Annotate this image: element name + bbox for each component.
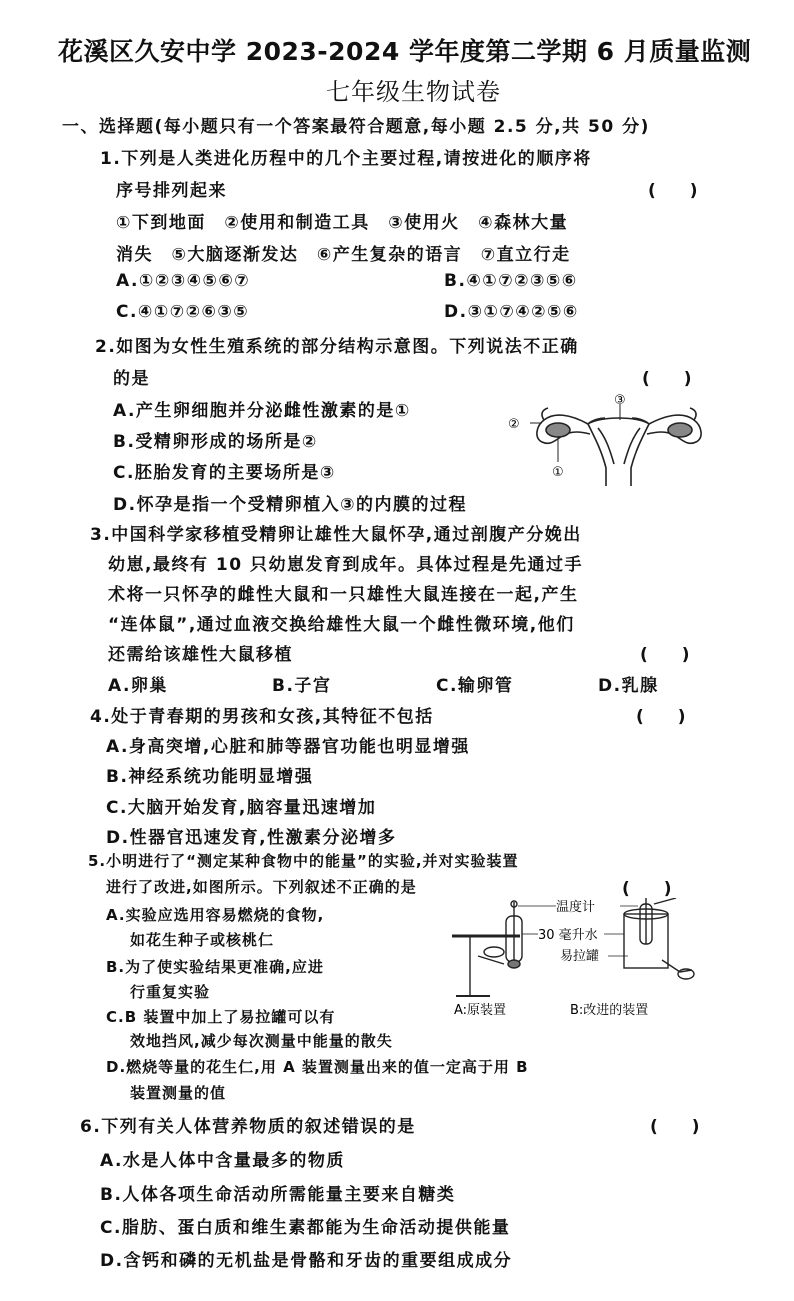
q4-option-d: D.性器官迅速发育,性激素分泌增多 xyxy=(106,828,397,848)
q3-option-a: A.卵巢 xyxy=(108,676,168,696)
caption-a: A:原装置 xyxy=(454,1003,507,1018)
q5-option-b-line2: 行重复实验 xyxy=(130,983,211,1001)
q1-answer-blank[interactable]: ( ) xyxy=(648,181,698,201)
q6-option-a: A.水是人体中含量最多的物质 xyxy=(100,1151,345,1171)
q6-option-d: D.含钙和磷的无机盐是骨骼和牙齿的重要组成成分 xyxy=(100,1251,513,1271)
q3-option-d: D.乳腺 xyxy=(598,676,659,696)
reproductive-system-figure xyxy=(500,390,720,490)
q3-stem-line3: 术将一只怀孕的雌性大鼠和一只雄性大鼠连接在一起,产生 xyxy=(108,585,579,605)
label-thermometer: 温度计 xyxy=(556,900,596,915)
q5-option-d-line1: D.燃烧等量的花生仁,用 A 装置测量出来的值一定高于用 B xyxy=(106,1058,529,1076)
q1-option-c: C.④①⑦②⑥③⑤ xyxy=(116,302,250,322)
fig-label-3: ③ xyxy=(614,393,626,408)
q1-items-line2: 消失 ⑤大脑逐渐发达 ⑥产生复杂的语言 ⑦直立行走 xyxy=(116,245,571,265)
fig-label-1: ① xyxy=(552,465,564,480)
q2-stem-line2: 的是 xyxy=(113,369,150,389)
q3-stem-line5: 还需给该雄性大鼠移植 xyxy=(108,645,293,665)
q4-option-a: A.身高突增,心脏和肺等器官功能也明显增强 xyxy=(106,737,470,757)
q1-stem-line1: 1.下列是人类进化历程中的几个主要过程,请按进化的顺序将 xyxy=(100,149,592,169)
q4-option-c: C.大脑开始发育,脑容量迅速增加 xyxy=(106,798,377,818)
q6-stem: 6.下列有关人体营养物质的叙述错误的是 xyxy=(80,1117,416,1137)
calorimetry-apparatus-figure xyxy=(448,898,698,1020)
q2-option-a: A.产生卵细胞并分泌雌性激素的是① xyxy=(113,401,411,421)
q1-option-d: D.③①⑦④②⑤⑥ xyxy=(444,302,579,322)
fig-label-2: ② xyxy=(508,417,520,432)
section-heading: 一、选择题(每小题只有一个答案最符合题意,每小题 2.5 分,共 50 分) xyxy=(62,117,650,137)
q4-stem: 4.处于青春期的男孩和女孩,其特征不包括 xyxy=(90,707,434,727)
q2-option-b: B.受精卵形成的场所是② xyxy=(113,432,318,452)
q5-answer-blank[interactable]: ( ) xyxy=(622,879,672,899)
q6-option-c: C.脂肪、蛋白质和维生素都能为生命活动提供能量 xyxy=(100,1218,511,1238)
q2-answer-blank[interactable]: ( ) xyxy=(642,369,692,389)
q1-items-line1: ①下到地面 ②使用和制造工具 ③使用火 ④森林大量 xyxy=(116,213,569,233)
q5-stem-line2: 进行了改进,如图所示。下列叙述不正确的是 xyxy=(106,878,417,896)
q1-stem-line2: 序号排列起来 xyxy=(116,181,227,201)
label-can: 易拉罐 xyxy=(560,949,600,964)
q5-stem-line1: 5.小明进行了“测定某种食物中的能量”的实验,并对实验装置 xyxy=(88,852,519,870)
exam-subtitle: 七年级生物试卷 xyxy=(326,78,501,106)
q1-option-b: B.④①⑦②③⑤⑥ xyxy=(444,271,578,291)
q5-option-c-line2: 效地挡风,减少每次测量中能量的散失 xyxy=(130,1032,393,1050)
q4-option-b: B.神经系统功能明显增强 xyxy=(106,767,314,787)
q3-stem-line4: “连体鼠”,通过血液交换给雄性大鼠一个雌性微环境,他们 xyxy=(108,615,575,635)
q5-option-a-line1: A.实验应选用容易燃烧的食物, xyxy=(106,906,325,924)
q5-option-b-line1: B.为了使实验结果更准确,应进 xyxy=(106,958,324,976)
label-water: 30 毫升水 xyxy=(538,928,598,943)
q6-option-b: B.人体各项生命活动所需能量主要来自糖类 xyxy=(100,1185,456,1205)
exam-title: 花溪区久安中学 2023-2024 学年度第二学期 6 月质量监测 xyxy=(58,37,752,66)
q3-stem-line2: 幼崽,最终有 10 只幼崽发育到成年。具体过程是先通过手 xyxy=(108,555,583,575)
q3-answer-blank[interactable]: ( ) xyxy=(640,645,690,665)
q4-answer-blank[interactable]: ( ) xyxy=(636,707,686,727)
q2-option-d: D.怀孕是指一个受精卵植入③的内膜的过程 xyxy=(113,495,467,515)
q3-option-c: C.输卵管 xyxy=(436,676,514,696)
q3-stem-line1: 3.中国科学家移植受精卵让雄性大鼠怀孕,通过剖腹产分娩出 xyxy=(90,525,582,545)
q2-option-c: C.胚胎发育的主要场所是③ xyxy=(113,463,336,483)
q2-stem-line1: 2.如图为女性生殖系统的部分结构示意图。下列说法不正确 xyxy=(95,337,579,357)
q5-option-a-line2: 如花生种子或核桃仁 xyxy=(130,931,275,949)
caption-b: B:改进的装置 xyxy=(570,1003,649,1018)
q5-option-d-line2: 装置测量的值 xyxy=(130,1084,227,1102)
q3-option-b: B.子宫 xyxy=(272,676,332,696)
q6-answer-blank[interactable]: ( ) xyxy=(650,1117,700,1137)
q1-option-a: A.①②③④⑤⑥⑦ xyxy=(116,271,251,291)
q5-option-c-line1: C.B 装置中加上了易拉罐可以有 xyxy=(106,1008,336,1026)
